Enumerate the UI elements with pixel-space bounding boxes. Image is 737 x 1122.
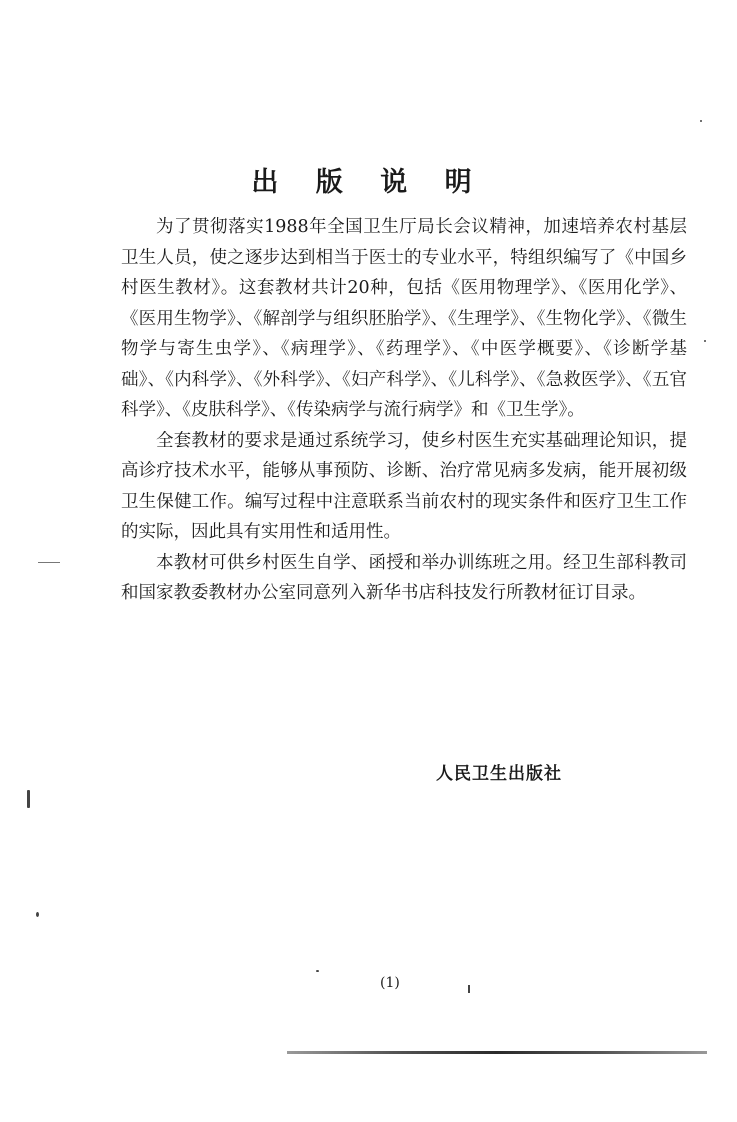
paragraph-requirements: 全套教材的要求是通过系统学习，使乡村医生充实基础理论知识，提高诊疗技术水平，能够从事预防、诊断、治疗常见病多发病，能开展初级卫生保健工作。编写过程中注意联系当前农村的现实条件和医疗卫生工作的实际，因此具有实用性和适用性。: [121, 430, 687, 542]
bottom-rule: [287, 1051, 707, 1054]
page-number: (1): [380, 975, 400, 991]
scan-speck: [700, 120, 702, 122]
scan-speck: [36, 912, 39, 917]
scan-speck: [468, 985, 470, 993]
scan-speck: [316, 970, 319, 972]
scan-speck: [38, 562, 60, 563]
paragraph-usage: 本教材可供乡村医生自学、函授和举办训练班之用。经卫生部科教司和国家教委教材办公室同意列入新华书店科技发行所教材征订目录。: [121, 552, 687, 603]
publisher-signature: 人民卫生出版社: [436, 764, 562, 784]
paragraph-intro: 为了贯彻落实1988年全国卫生厅局长会议精神，加速培养农村基层卫生人员，使之逐步达到相当于医士的专业水平，特组织编写了《中国乡村医生教材》。这套教材共计20种，包括《医用物理学》、《医用化学》、《医用生物学》、《解剖学与组织胚胎学》、《生理学》、《生物化学》、《微生物学与寄生虫学》、《病理学》、《药理学》、《中医学概要》、《诊断学基础》、《内科学》、《外科学》、《妇产科学》、《儿科学》、《急救医学》、《五官科学》、《皮肤科学》、《传染病学与流行病学》和《卫生学》。: [121, 217, 687, 420]
page-title: 出 版 说 明: [251, 167, 486, 198]
scan-speck: [704, 340, 706, 342]
scan-speck: [27, 790, 30, 808]
body-text: [121, 212, 687, 609]
